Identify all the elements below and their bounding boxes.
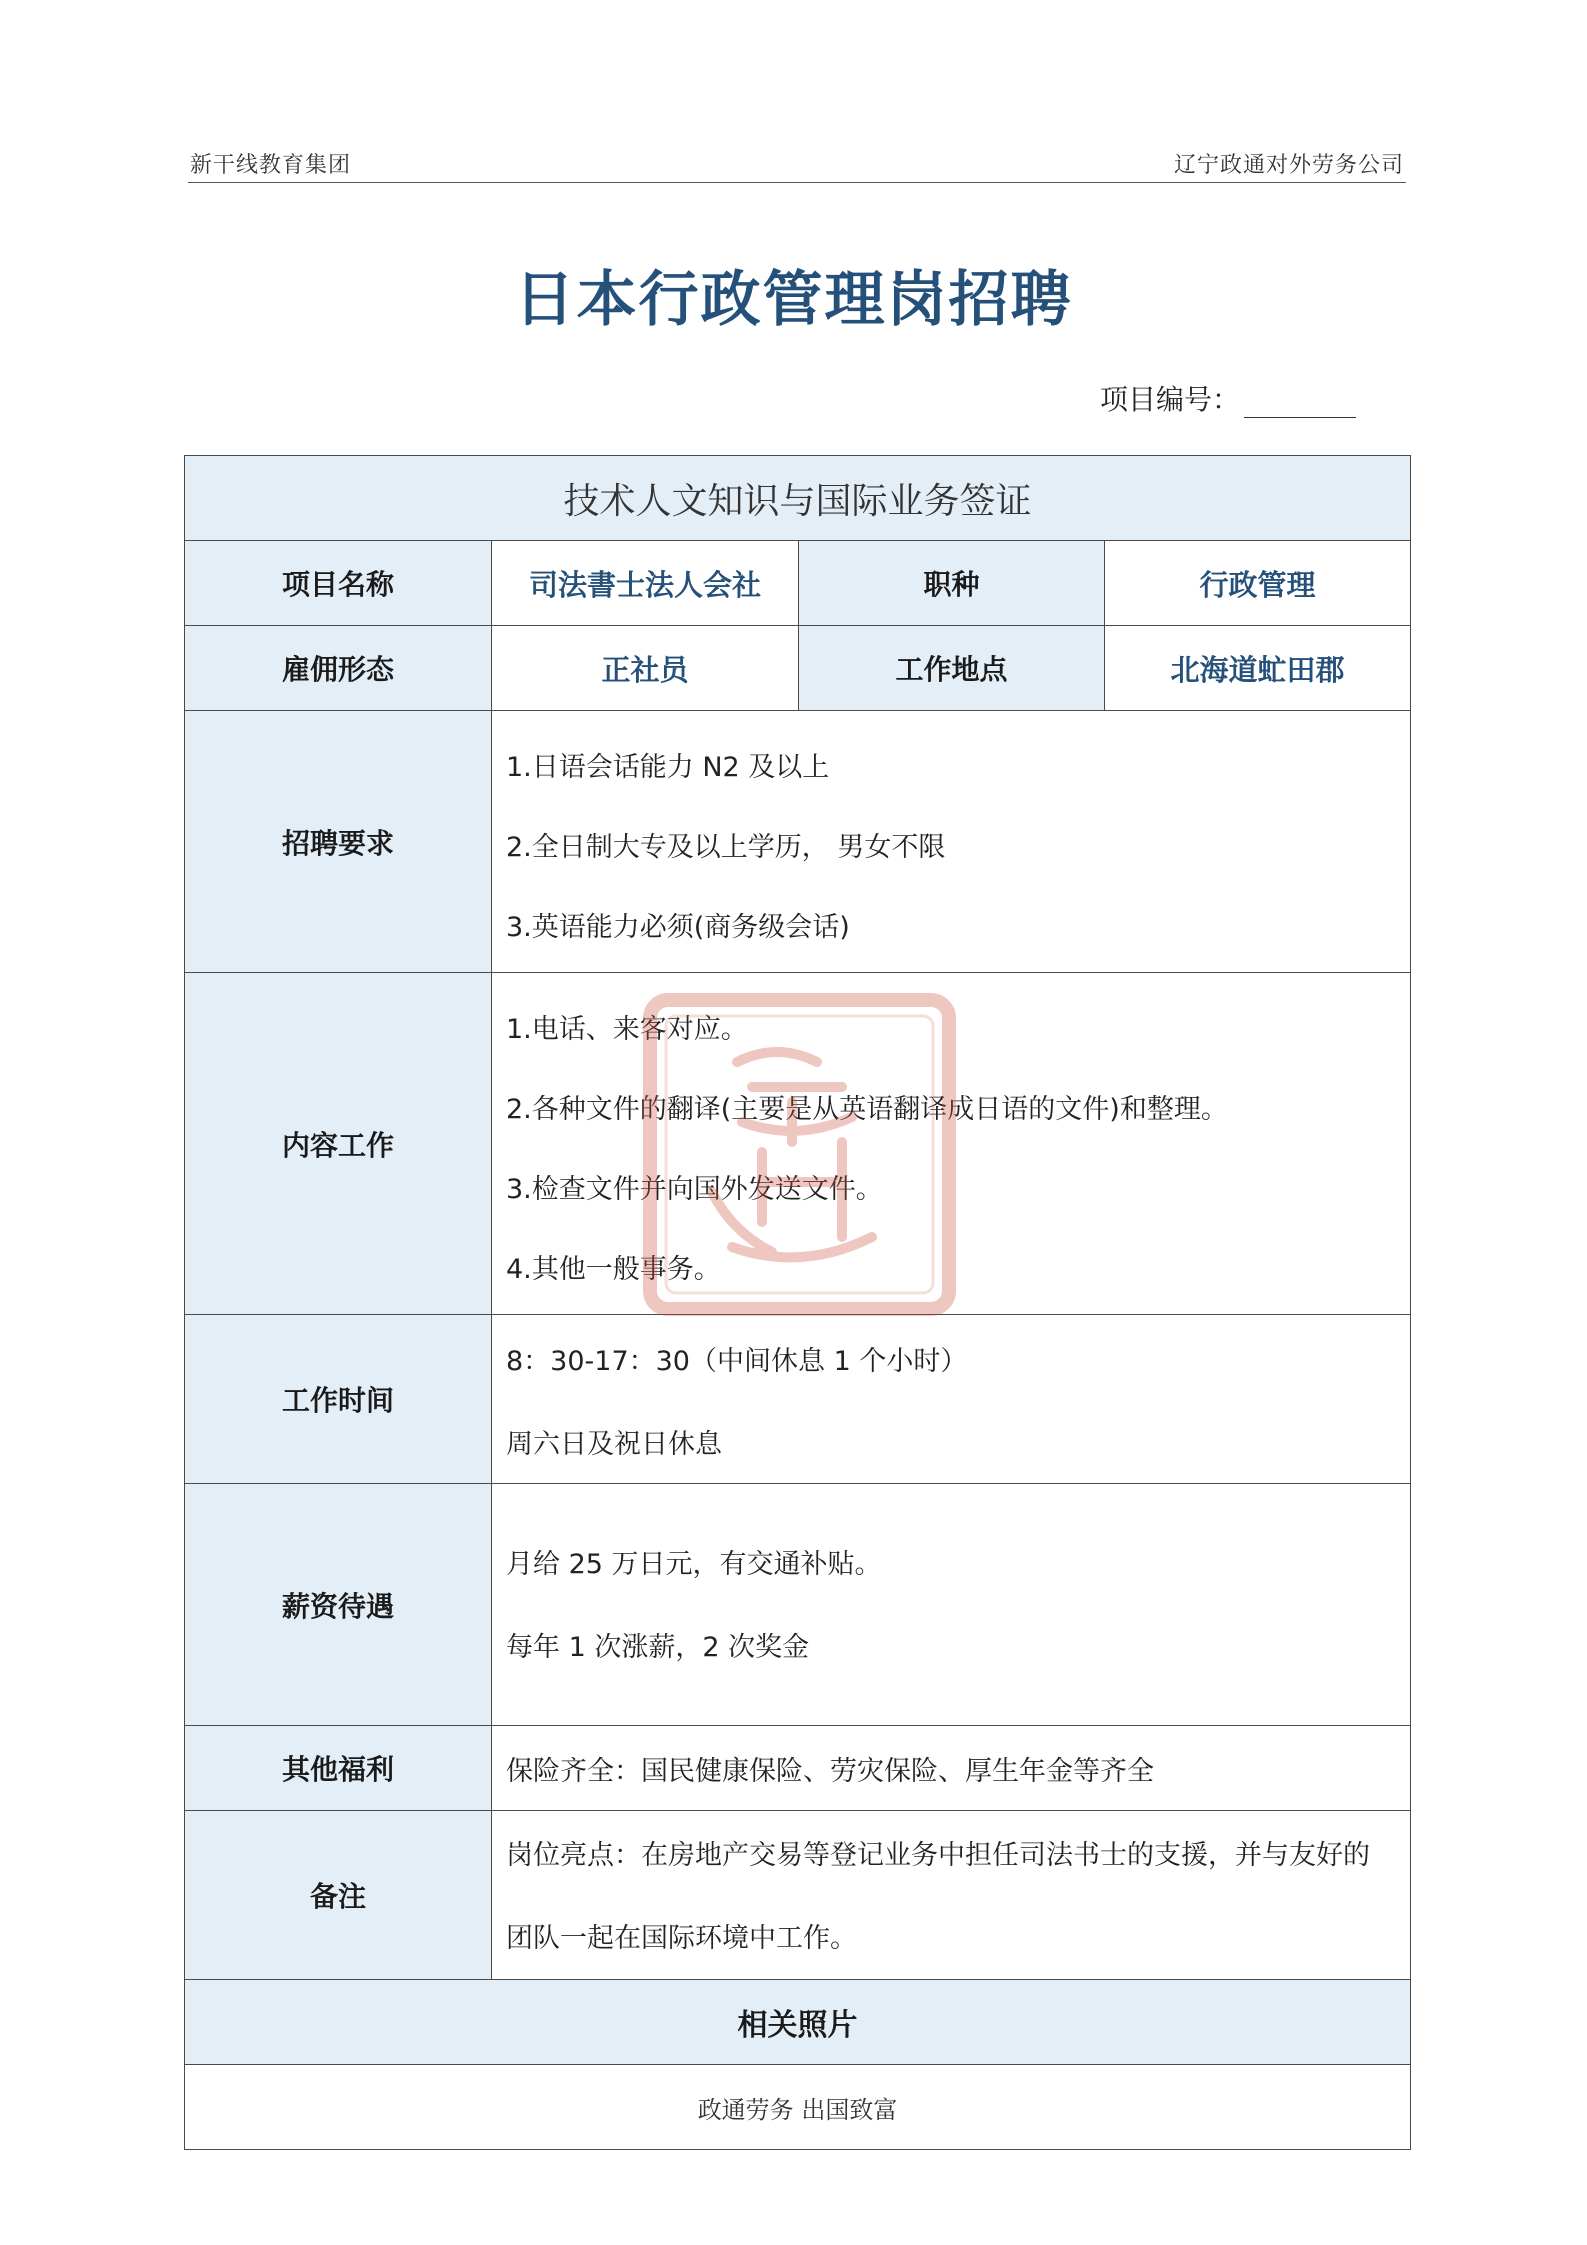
location-value: 北海道虻田郡: [1105, 626, 1411, 711]
photos-header: 相关照片: [185, 1980, 1411, 2065]
project-number: [1100, 378, 1356, 418]
location-label: 工作地点: [799, 626, 1105, 711]
hours-label: 工作时间: [185, 1315, 492, 1484]
salary-content: [492, 1484, 1411, 1726]
seal-stamp-watermark: [642, 992, 957, 1317]
employment-label: 雇佣形态: [185, 626, 492, 711]
notes-line: 岗位亮点：在房地产交易等登记业务中担任司法书士的支援，并与友好的: [506, 1840, 1370, 1871]
page-title: 日本行政管理岗招聘: [514, 265, 1073, 335]
header-company-right: 辽宁政通对外劳务公司: [1173, 153, 1404, 178]
project-name-value: 司法書士法人会社: [492, 541, 799, 626]
project-number-blank: [1244, 385, 1356, 418]
job-type-value: 行政管理: [1105, 541, 1411, 626]
salary-label: 薪资待遇: [185, 1484, 492, 1726]
page-header: [188, 142, 1406, 183]
hours-item: 周六日及祝日休息: [506, 1429, 722, 1460]
requirements-label: 招聘要求: [185, 711, 492, 973]
notes-label: 备注: [185, 1811, 492, 1980]
requirement-item: 2.全日制大专及以上学历， 男女不限: [506, 832, 946, 863]
notes-line: 团队一起在国际环境中工作。: [506, 1923, 857, 1954]
header-company-left: 新干线教育集团: [190, 153, 352, 178]
visa-type-band: 技术人文知识与国际业务签证: [185, 456, 1411, 541]
salary-item: 月给 25 万日元，有交通补贴。: [506, 1549, 882, 1580]
salary-item: 每年 1 次涨薪，2 次奖金: [506, 1632, 810, 1663]
notes-content: [492, 1811, 1411, 1980]
requirement-item: 3.英语能力必须(商务级会话): [506, 912, 850, 943]
requirement-item: 1.日语会话能力 N2 及以上: [506, 752, 830, 783]
duty-item: 2.各种文件的翻译(主要是从英语翻译成日语的文件)和整理。: [506, 1094, 1228, 1125]
duty-item: 1.电话、来客对应。: [506, 1014, 748, 1045]
duties-label: 内容工作: [185, 973, 492, 1315]
benefits-label: 其他福利: [185, 1726, 492, 1811]
job-type-label: 职种: [799, 541, 1105, 626]
benefits-content: 保险齐全：国民健康保险、劳灾保险、厚生年金等齐全: [492, 1726, 1411, 1811]
duty-item: 4.其他一般事务。: [506, 1254, 721, 1285]
footer-slogan: 政通劳务 出国致富: [185, 2065, 1411, 2150]
hours-item: 8：30-17：30（中间休息 1 个小时）: [506, 1346, 968, 1377]
hours-content: [492, 1315, 1411, 1484]
project-name-label: 项目名称: [185, 541, 492, 626]
project-number-label: 项目编号：: [1100, 383, 1241, 416]
employment-value: 正社员: [492, 626, 799, 711]
requirements-content: [492, 711, 1411, 973]
duty-item: 3.检查文件并向国外发送文件。: [506, 1174, 883, 1205]
